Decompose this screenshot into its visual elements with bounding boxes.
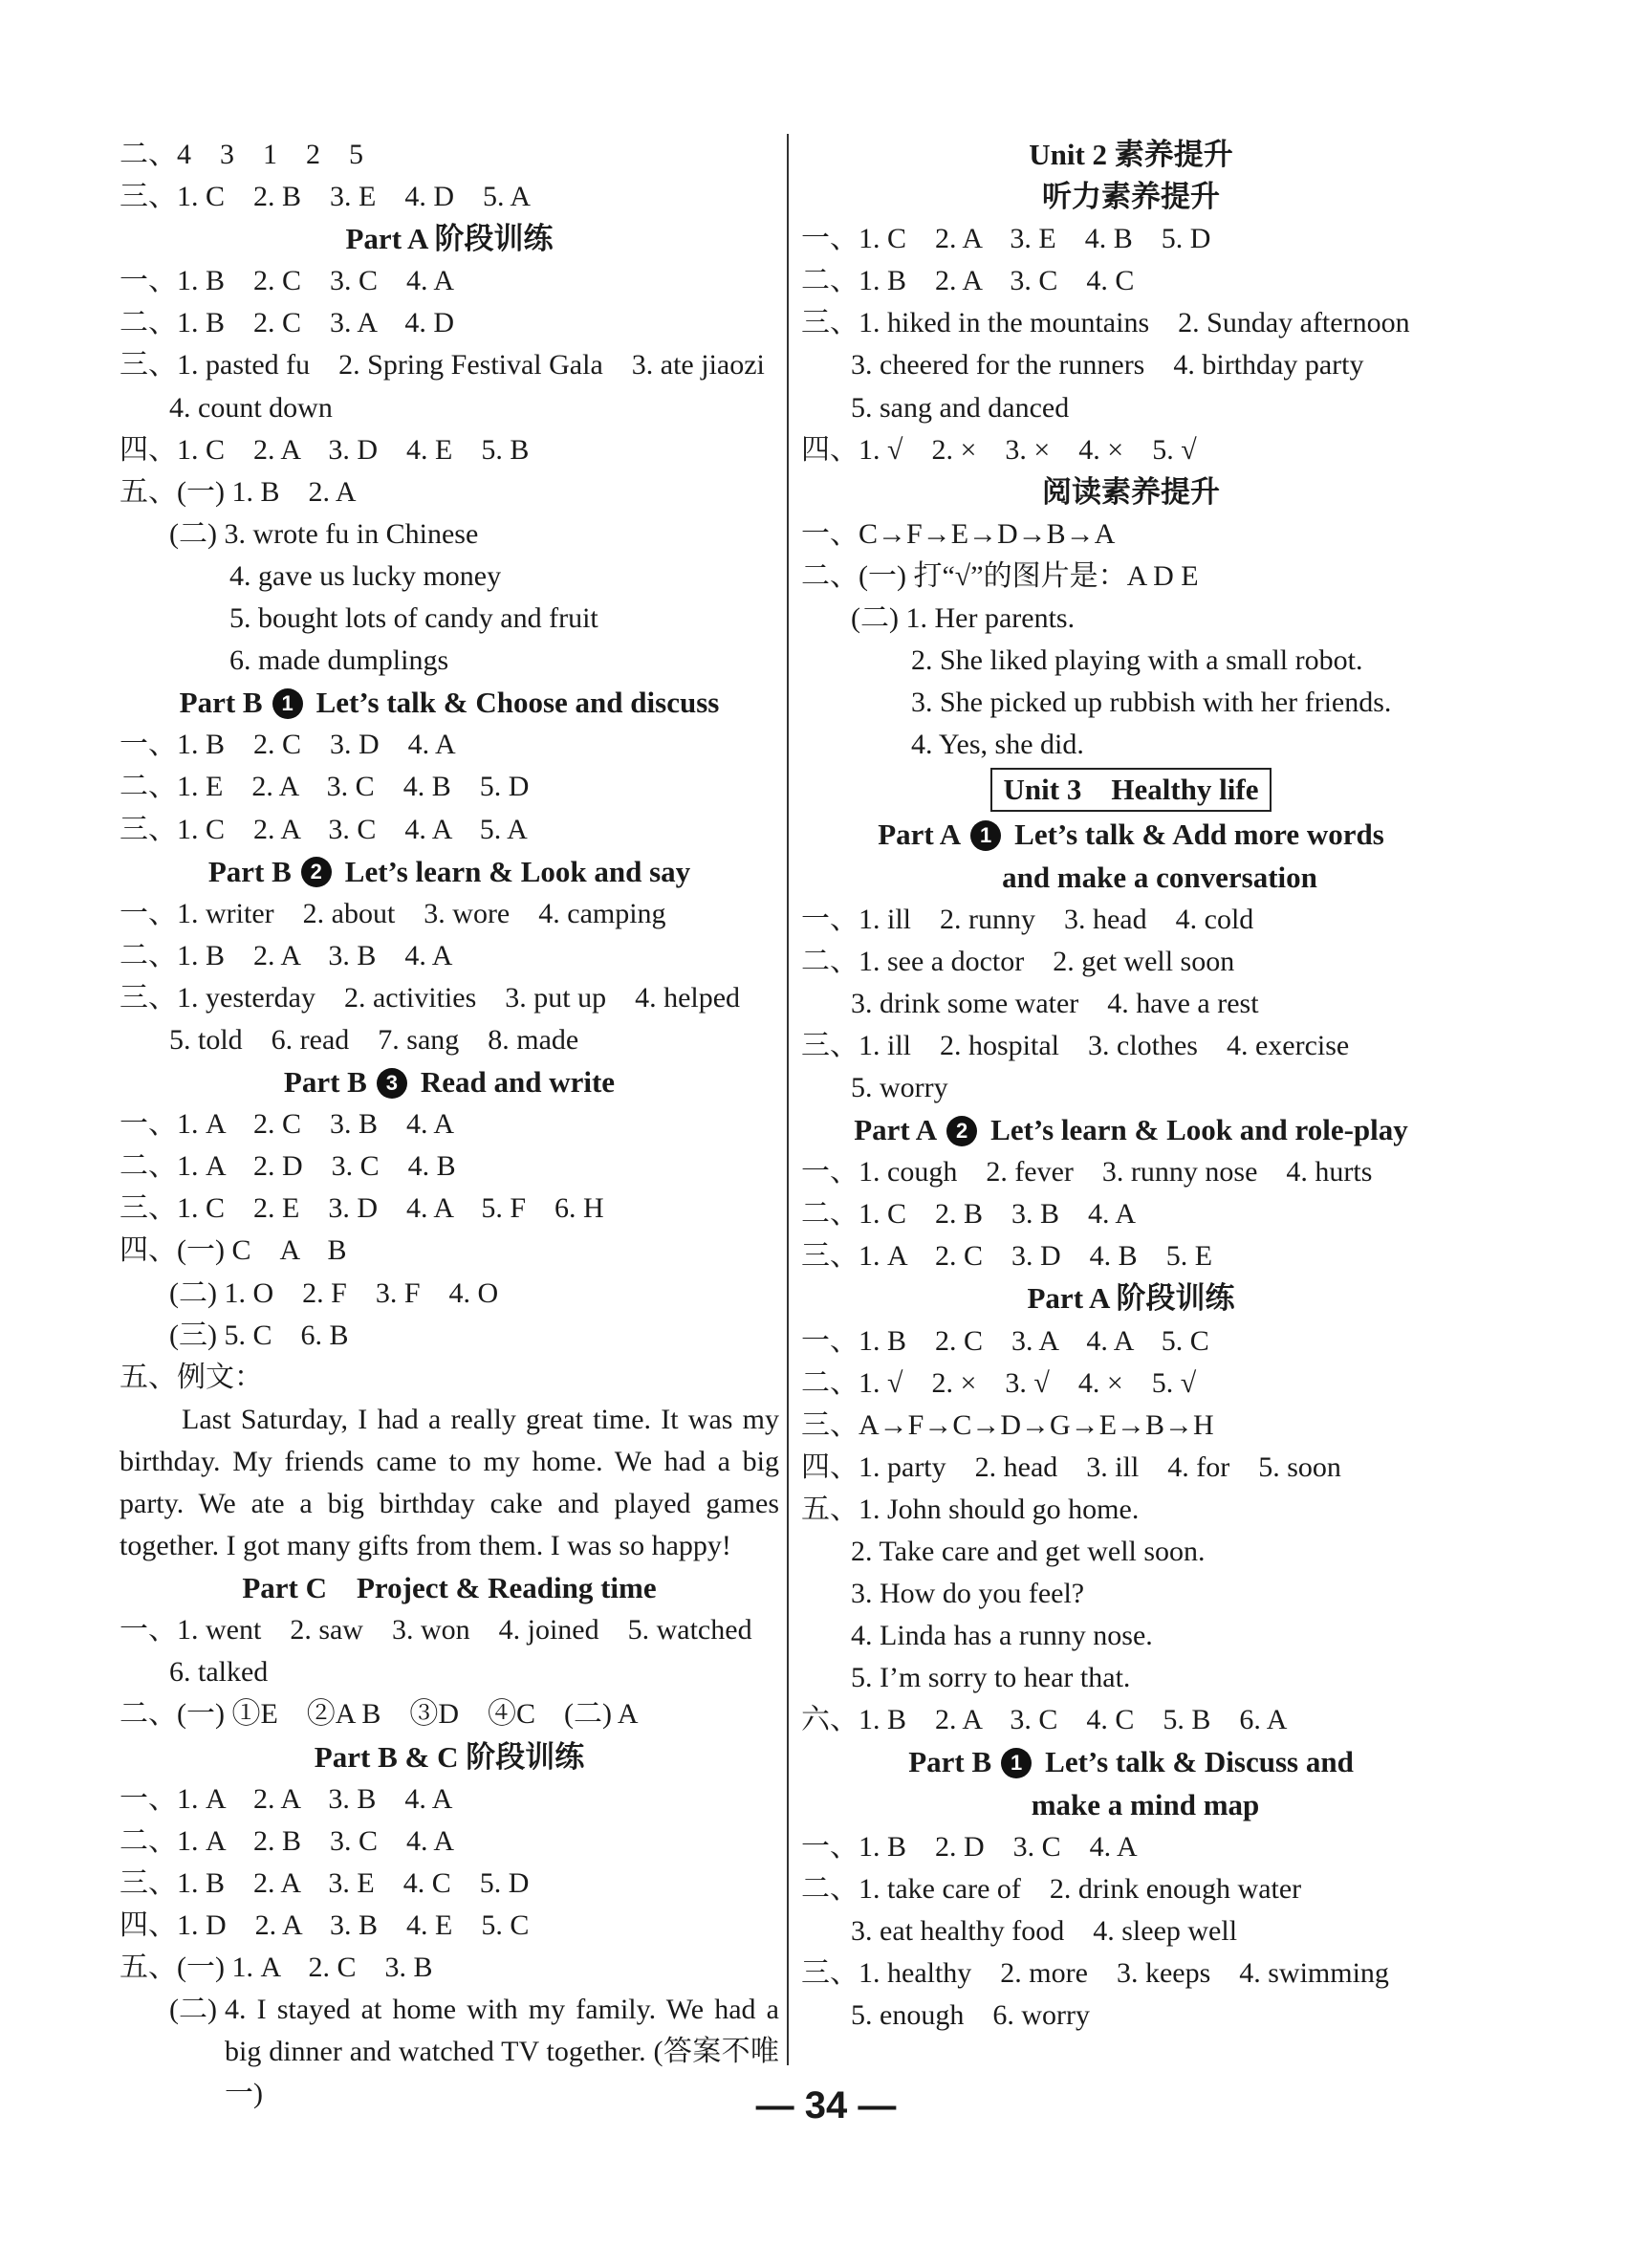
answer-line: 四、1. C 2. A 3. D 4. E 5. B <box>120 433 530 466</box>
heading-title: Let’s talk & Add more words <box>1014 818 1384 852</box>
answer-line: (二) 3. wrote fu in Chinese <box>169 517 479 550</box>
answer-line: 二、1. A 2. B 3. C 4. A <box>120 1824 455 1857</box>
section-heading <box>120 851 779 893</box>
heading-part: Part B <box>207 854 292 888</box>
answer-line: 三、A→F→C→D→G→E→B→H <box>801 1408 1214 1441</box>
answer-line: 三、1. yesterday 2. activities 3. put up 4. helped <box>120 981 741 1014</box>
heading-part: Part B <box>283 1065 367 1100</box>
heading-part: Part B <box>908 1745 992 1779</box>
answer-line: 二、4 3 1 2 5 <box>120 139 363 170</box>
heading-title: Let’s talk & Choose and discuss <box>315 686 720 720</box>
section-heading: Part C Project & Reading time <box>242 1571 657 1605</box>
section-heading <box>120 682 779 724</box>
answer-line: 2. She liked playing with a small robot. <box>911 644 1363 677</box>
answer-line: 二、(一) ①E ②A B ③D ④C (二) A <box>120 1698 639 1731</box>
answer-line: 四、1. √ 2. × 3. × 4. × 5. √ <box>801 433 1197 466</box>
answer-line: 三、1. C 2. A 3. C 4. A 5. A <box>120 813 528 845</box>
answer-line: 三、1. C 2. E 3. D 4. A 5. F 6. H <box>120 1192 604 1225</box>
answer-line: 5. enough 6. worry <box>851 1999 1090 2032</box>
heading-title: Let’s talk & Discuss and <box>1045 1745 1354 1779</box>
answer-line: 一、1. A 2. C 3. B 4. A <box>120 1108 455 1141</box>
answer-line: 五、1. John should go home. <box>801 1493 1140 1525</box>
answer-line: 二、1. B 2. A 3. B 4. A <box>120 939 453 971</box>
answer-line: 一、1. writer 2. about 3. wore 4. camping <box>120 897 666 929</box>
answer-line: 一、1. B 2. C 3. D 4. A <box>120 729 456 761</box>
circled-number: 3 <box>377 1068 407 1099</box>
answer-line: 三、1. C 2. B 3. E 4. D 5. A <box>120 181 532 213</box>
answer-line: 5. sang and danced <box>851 391 1070 424</box>
answer-line: 4. gave us lucky money <box>229 559 502 592</box>
answer-line: 一、1. A 2. A 3. B 4. A <box>120 1782 453 1815</box>
heading-title: Let’s learn & Look and role-play <box>990 1113 1408 1147</box>
answer-line: 四、(一) C A B <box>120 1234 347 1267</box>
circled-number: 2 <box>301 857 332 887</box>
section-heading: 听力素养提升 <box>1042 180 1220 214</box>
unit-heading <box>801 766 1461 814</box>
answer-line: (二) 1. Her parents. <box>851 602 1076 635</box>
answer-line: 三、1. A 2. C 3. D 4. B 5. E <box>801 1240 1213 1273</box>
answer-line: 4. Yes, she did. <box>911 729 1084 761</box>
answer-line: 六、1. B 2. A 3. C 4. C 5. B 6. A <box>801 1704 1288 1736</box>
section-heading <box>801 814 1461 856</box>
answer-line: 四、1. party 2. head 3. ill 4. for 5. soon <box>801 1450 1341 1483</box>
section-heading <box>801 1741 1461 1783</box>
answer-line: 二、1. √ 2. × 3. √ 4. × 5. √ <box>801 1366 1197 1399</box>
answer-line: 三、1. pasted fu 2. Spring Festival Gala 3. ate jiaozi <box>120 349 765 382</box>
answer-line: 一、1. ill 2. runny 3. head 4. cold <box>801 903 1254 935</box>
section-heading: 阅读素养提升 <box>1042 474 1220 509</box>
answer-line: 三、1. healthy 2. more 3. keeps 4. swimming <box>801 1956 1389 1989</box>
section-heading: Part B & C 阶段训练 <box>314 1739 585 1774</box>
section-heading: Unit 2 素养提升 <box>1029 138 1233 171</box>
answer-line: 5. I’m sorry to hear that. <box>851 1662 1131 1694</box>
answer-line: 二、1. take care of 2. drink enough water <box>801 1872 1302 1905</box>
answer-line: 一、C→F→E→D→B→A <box>801 517 1116 550</box>
section-heading: Part A 阶段训练 <box>1027 1281 1235 1316</box>
column-divider <box>787 134 789 2065</box>
answer-line: 三、1. hiked in the mountains 2. Sunday afternoon <box>801 307 1410 339</box>
circled-number: 2 <box>946 1116 977 1146</box>
answer-line: 一、1. B 2. C 3. C 4. A <box>120 265 455 297</box>
answer-line: 5. bought lots of candy and fruit <box>229 602 598 635</box>
answer-line: 二、1. C 2. B 3. B 4. A <box>801 1198 1137 1231</box>
answer-line: 五、(一) 1. A 2. C 3. B <box>120 1952 433 1984</box>
answer-line: 3. How do you feel? <box>851 1578 1085 1610</box>
answer-line: 3. She picked up rubbish with her friends. <box>911 687 1392 719</box>
answer-line: 五、(一) 1. B 2. A <box>120 475 357 508</box>
unit-title-box: Unit 3 Healthy life <box>990 768 1272 812</box>
answer-line: 2. Take care and get well soon. <box>851 1536 1206 1567</box>
answer-line: 3. cheered for the runners 4. birthday party <box>851 349 1364 382</box>
heading-title: Let’s learn & Look and say <box>344 854 691 888</box>
page-number: — 34 — <box>755 2084 897 2126</box>
answer-line: 一、1. B 2. D 3. C 4. A <box>801 1830 1138 1863</box>
heading-part: Part A <box>878 818 962 852</box>
section-heading-cont: make a mind map <box>1031 1787 1260 1821</box>
answer-line: 4. count down <box>169 391 333 424</box>
answer-line: 二、1. A 2. D 3. C 4. B <box>120 1150 456 1183</box>
answer-line: 四、1. D 2. A 3. B 4. E 5. C <box>120 1908 530 1941</box>
answer-line: 一、1. C 2. A 3. E 4. B 5. D <box>801 223 1211 255</box>
right-column <box>801 134 1461 2037</box>
answer-line: 一、1. B 2. C 3. A 4. A 5. C <box>801 1324 1209 1357</box>
section-heading: Part A 阶段训练 <box>345 222 554 256</box>
answer-line: 二、(一) 打“√”的图片是：A D E <box>801 559 1199 592</box>
answer-line: 二、1. see a doctor 2. get well soon <box>801 945 1235 977</box>
circled-number: 1 <box>970 820 1001 851</box>
sub-label: (二) <box>169 1994 217 2026</box>
answer-line: 6. talked <box>169 1656 269 1689</box>
section-heading <box>801 1109 1461 1151</box>
answer-line: 二、1. B 2. A 3. C 4. C <box>801 265 1135 297</box>
answer-line: 3. drink some water 4. have a rest <box>851 987 1259 1019</box>
answer-line: 5. worry <box>851 1071 948 1103</box>
sample-essay: Last Saturday, I had a really great time. It was my birthday. My friends came to my home. We had a big party. We ate a big birthday cake and played games together. I got many gifts from them. I was so happy! <box>120 1403 779 1562</box>
answer-line: 6. made dumplings <box>229 644 449 677</box>
answer-text: 4. I stayed at home with my family. We had a big dinner and watched TV together. (答案不唯一) <box>225 1994 779 2110</box>
heading-part: Part A <box>854 1113 938 1147</box>
answer-line: 一、1. cough 2. fever 3. runny nose 4. hurts <box>801 1156 1373 1188</box>
heading-part: Part B <box>179 686 263 720</box>
left-column <box>120 134 779 2115</box>
answer-line: 一、1. went 2. saw 3. won 4. joined 5. watched <box>120 1614 752 1646</box>
answer-line: 五、例文： <box>120 1361 263 1393</box>
answer-line: 5. told 6. read 7. sang 8. made <box>169 1023 579 1056</box>
answer-line: (三) 5. C 6. B <box>169 1319 349 1351</box>
answer-line: 三、1. ill 2. hospital 3. clothes 4. exercise <box>801 1029 1350 1061</box>
answer-line: 二、1. B 2. C 3. A 4. D <box>120 307 455 339</box>
section-heading <box>120 1061 779 1103</box>
answer-line: 4. Linda has a runny nose. <box>851 1620 1153 1652</box>
answer-line: 二、1. E 2. A 3. C 4. B 5. D <box>120 771 530 803</box>
section-heading-cont: and make a conversation <box>1002 860 1317 894</box>
answer-line: 三、1. B 2. A 3. E 4. C 5. D <box>120 1866 530 1899</box>
circled-number: 1 <box>272 688 303 719</box>
answer-line: (二) 1. O 2. F 3. F 4. O <box>169 1276 499 1309</box>
answer-line: 3. eat healthy food 4. sleep well <box>851 1914 1238 1947</box>
heading-title: Read and write <box>420 1065 616 1100</box>
circled-number: 1 <box>1001 1748 1032 1778</box>
